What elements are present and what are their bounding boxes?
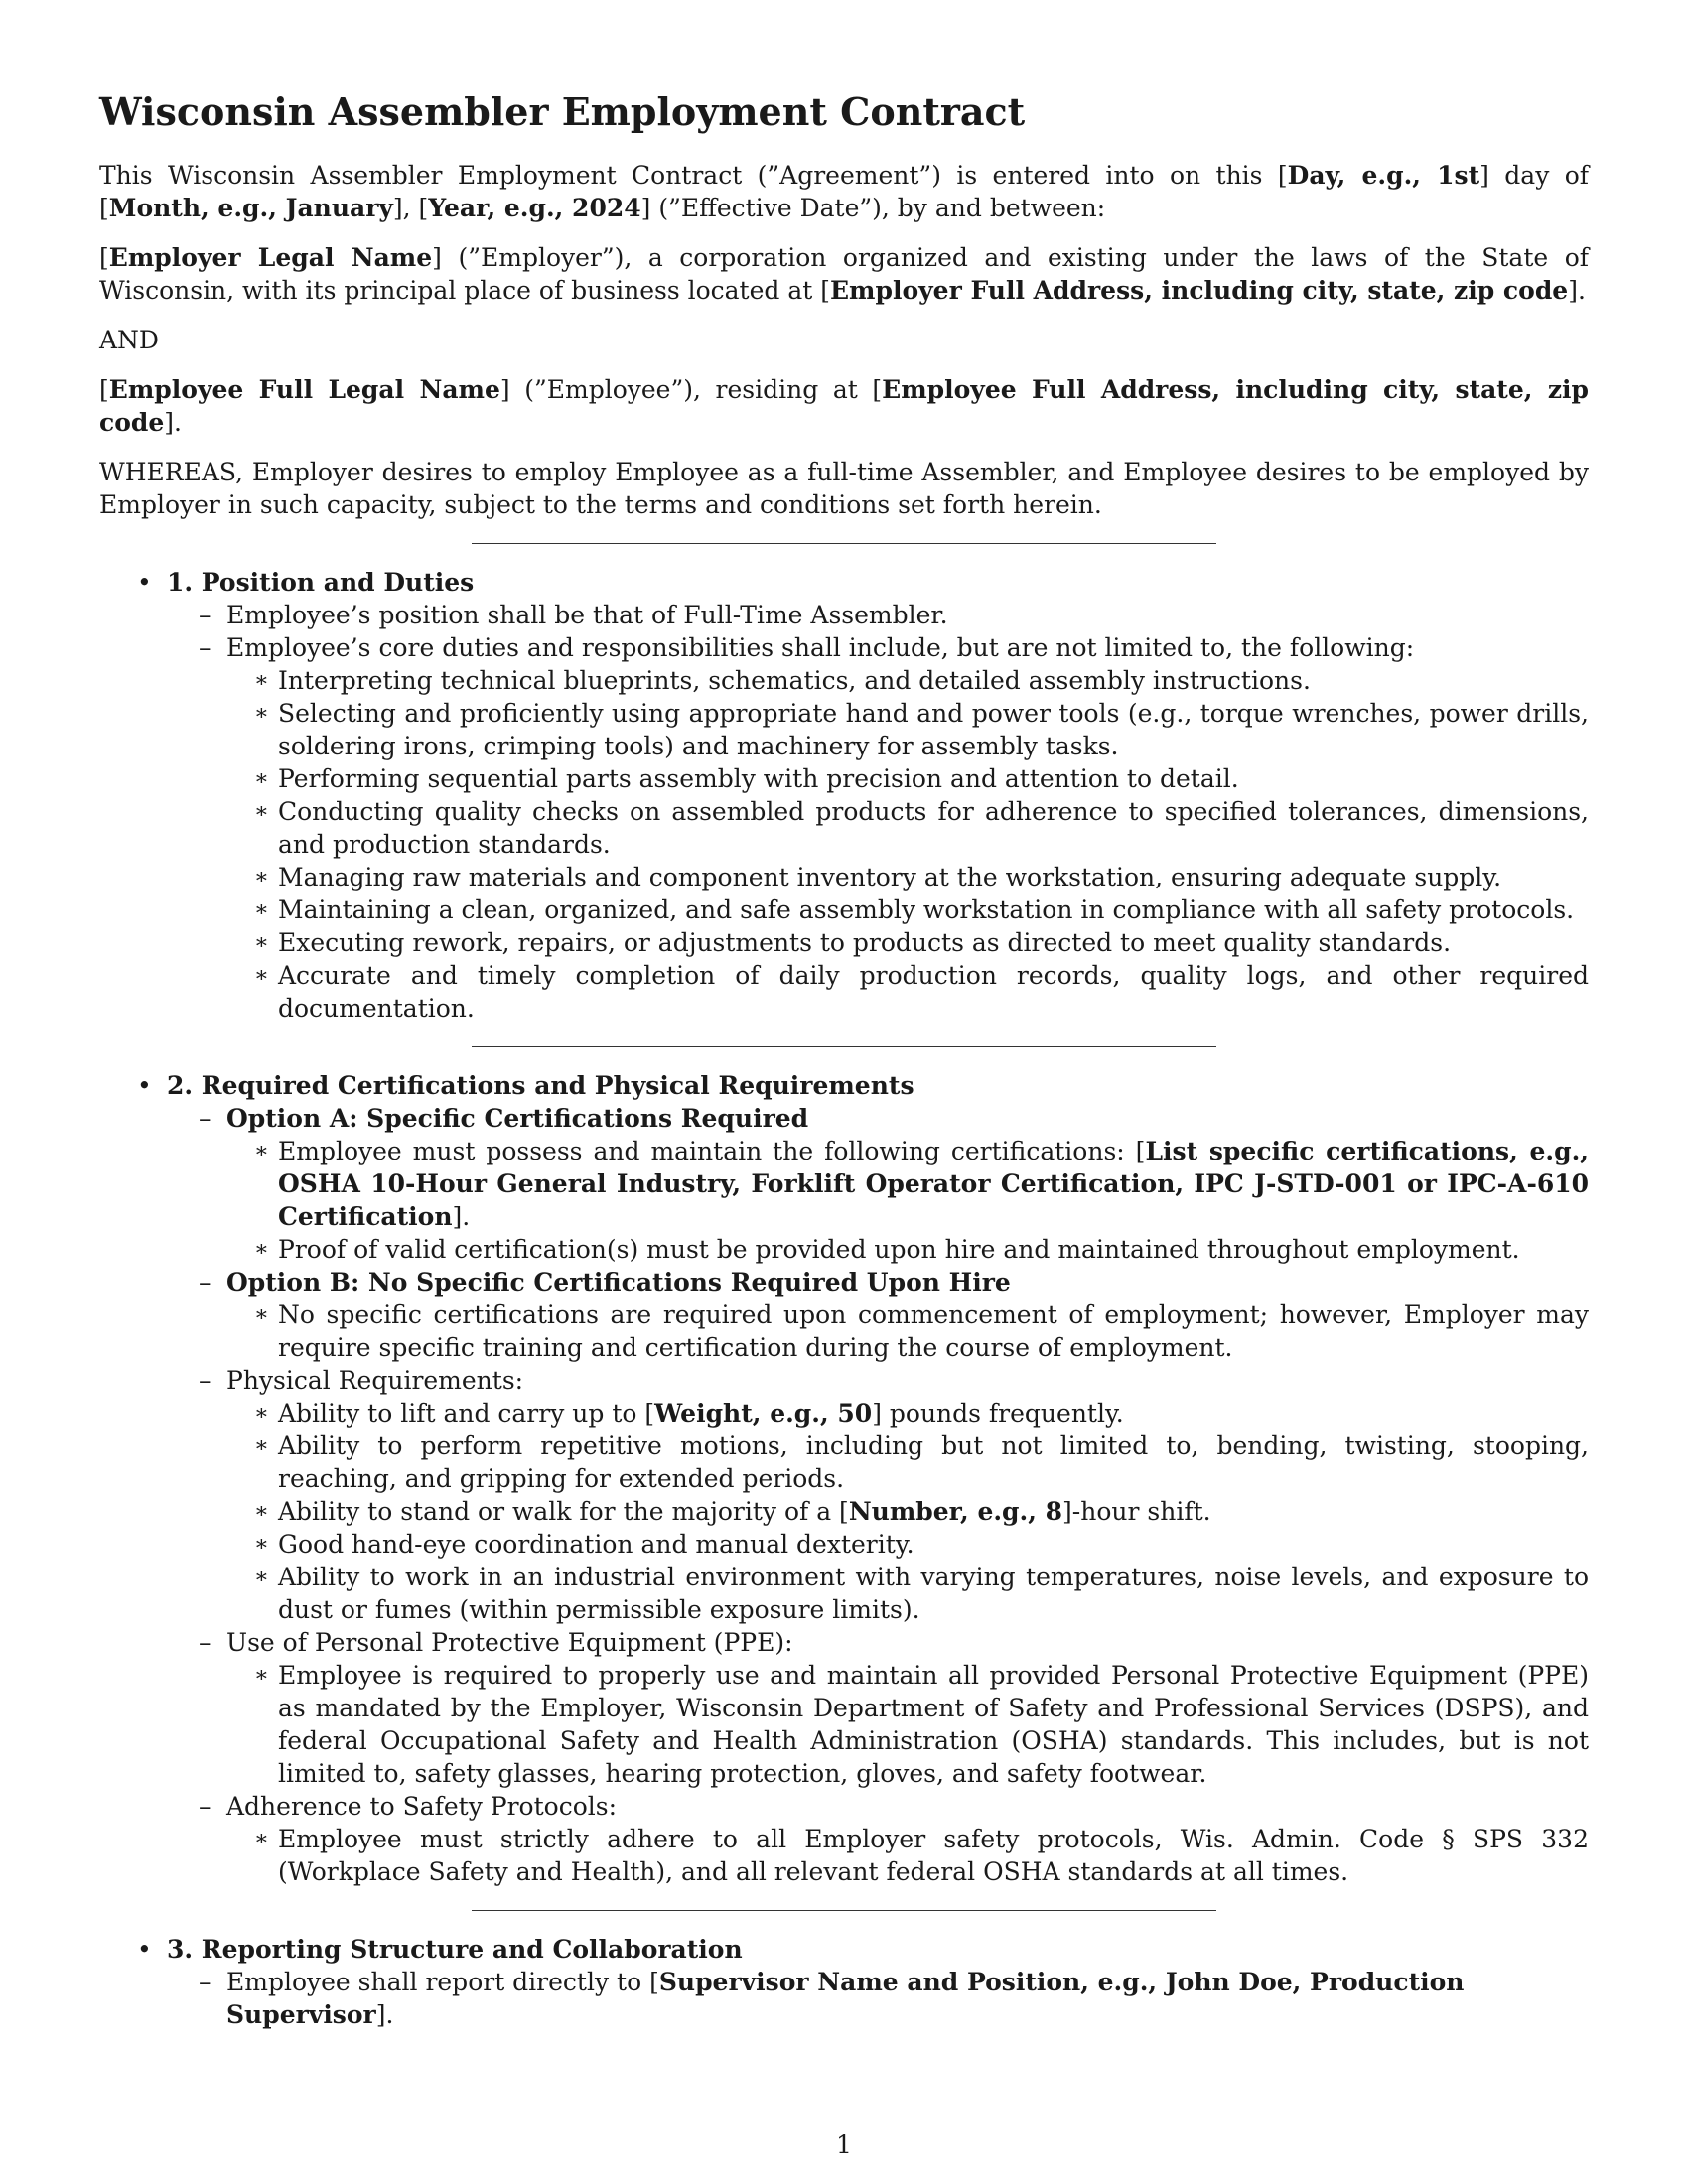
list-item: [226, 1561, 1589, 1626]
section-title: 2. Required Certifications and Physical Requirements: [167, 1071, 914, 1100]
bullet-icon: •: [137, 1935, 152, 1964]
duties-list: [226, 664, 1589, 1024]
employee-address-placeholder: Employee Full Address, including city, state, zip code: [99, 375, 1589, 437]
section-sublist: [167, 599, 1589, 1024]
list-item: [226, 1659, 1589, 1790]
dash-icon: –: [199, 601, 211, 629]
duty-item: [226, 795, 1589, 861]
section-divider: [472, 543, 1216, 544]
list-item: [226, 1823, 1589, 1888]
dexterity-text: Good hand-eye coordination and manual dexterity.: [278, 1530, 914, 1559]
option-a-item: [167, 1102, 1589, 1266]
section-title: 1. Position and Duties: [167, 568, 475, 597]
physical-requirements-item: [167, 1364, 1589, 1626]
report-text: ].: [375, 2000, 394, 2029]
star-icon: ∗: [254, 930, 269, 955]
ppe-list: [226, 1659, 1589, 1790]
lift-text: Ability to lift and carry up to [: [278, 1399, 655, 1428]
option-b-list: [226, 1298, 1589, 1364]
list-item: [167, 1966, 1589, 2031]
employer-text: ] (”Employer”), a corporation organized and existing under the laws of the State of Wisconsin, with its principal place of business located at [: [99, 243, 1589, 305]
section-position-duties: [99, 566, 1589, 1024]
star-icon: ∗: [254, 1565, 269, 1589]
hours-placeholder: Number, e.g., 8: [848, 1497, 1063, 1526]
option-a-list: [226, 1135, 1589, 1266]
star-icon: ∗: [254, 1663, 269, 1688]
list-item: [226, 1528, 1589, 1561]
option-b-title: Option B: No Specific Certifications Required Upon Hire: [226, 1268, 1011, 1297]
duty-item: [226, 664, 1589, 697]
physical-title: Physical Requirements:: [226, 1366, 524, 1395]
section-reporting-structure: [99, 1933, 1589, 2031]
duty-text: Accurate and timely completion of daily production records, quality logs, and other required documentation.: [278, 961, 1589, 1023]
duty-text: Executing rework, repairs, or adjustments to products as directed to meet quality standards.: [278, 928, 1452, 957]
star-icon: ∗: [254, 897, 269, 922]
cert-list-placeholder: List specific certifications, e.g., OSHA 10-Hour General Industry, Forklift Operator Certification, IPC J-STD-001 or IPC-A-610 Certification: [278, 1137, 1589, 1231]
employee-text: ].: [164, 408, 182, 437]
duty-item: [226, 762, 1589, 795]
supervisor-placeholder: Supervisor Name and Position, e.g., John Doe, Production Supervisor: [226, 1968, 1465, 2029]
star-icon: ∗: [254, 766, 269, 791]
dash-icon: –: [199, 1268, 211, 1297]
employee-text: [: [99, 375, 109, 404]
page-number: 1: [836, 2130, 852, 2159]
dash-icon: –: [199, 1104, 211, 1133]
bullet-icon: •: [137, 1071, 152, 1100]
cert-text: Employee must possess and maintain the following certifications: [: [278, 1137, 1146, 1165]
safety-item: [167, 1790, 1589, 1888]
dash-icon: –: [199, 633, 211, 662]
star-icon: ∗: [254, 865, 269, 889]
star-icon: ∗: [254, 1499, 269, 1524]
list-item: [226, 1495, 1589, 1528]
duty-text: Performing sequential parts assembly with precision and attention to detail.: [278, 764, 1239, 793]
star-icon: ∗: [254, 1139, 269, 1163]
duty-text: Maintaining a clean, organized, and safe assembly workstation in compliance with all safety protocols.: [278, 895, 1575, 924]
star-icon: ∗: [254, 701, 269, 726]
star-icon: ∗: [254, 799, 269, 824]
section-sublist: [167, 1966, 1589, 2031]
duties-intro-text: Employee’s core duties and responsibilities shall include, but are not limited to, the following:: [226, 633, 1415, 662]
duty-item: [226, 861, 1589, 893]
employer-name-placeholder: Employer Legal Name: [108, 243, 433, 272]
option-a-title: Option A: Specific Certifications Required: [226, 1104, 809, 1133]
safety-list: [226, 1823, 1589, 1888]
star-icon: ∗: [254, 1302, 269, 1327]
safety-text: Employee must strictly adhere to all Employer safety protocols, Wis. Admin. Code § SPS 332 (Workplace Safety and Health), and all relevant federal OSHA standards at all times.: [278, 1825, 1589, 1886]
duty-text: Selecting and proficiently using appropriate hand and power tools (e.g., torque wrenches, power drills, soldering irons, crimping tools) and machinery for assembly tasks.: [278, 699, 1589, 760]
list-item: [226, 1430, 1589, 1495]
section-title: 3. Reporting Structure and Collaboration: [167, 1935, 743, 1964]
repetitive-text: Ability to perform repetitive motions, including but not limited to, bending, twisting, stooping, reaching, and gripping for extended periods.: [278, 1432, 1589, 1493]
cert-text: ].: [452, 1202, 471, 1231]
list-item: [226, 1298, 1589, 1364]
option-b-text: No specific certifications are required upon commencement of employment; however, Employer may require specific training and certification during the course of employment.: [278, 1300, 1589, 1362]
employer-address-placeholder: Employer Full Address, including city, state, zip code: [830, 276, 1569, 305]
dash-icon: –: [199, 1968, 211, 1996]
stand-text: ]-hour shift.: [1062, 1497, 1211, 1526]
dash-icon: –: [199, 1792, 211, 1821]
ppe-title: Use of Personal Protective Equipment (PPE):: [226, 1628, 793, 1657]
ppe-item: [167, 1626, 1589, 1790]
and-paragraph: AND: [99, 326, 159, 354]
proof-text: Proof of valid certification(s) must be provided upon hire and maintained throughout employment.: [278, 1235, 1520, 1264]
dash-icon: –: [199, 1628, 211, 1657]
employee-text: ] (”Employee”), residing at [: [499, 375, 883, 404]
list-item: [167, 631, 1589, 1024]
document-title: Wisconsin Assembler Employment Contract: [99, 89, 1026, 134]
employer-text: ].: [1568, 276, 1586, 305]
list-item: [226, 1135, 1589, 1233]
employee-paragraph: [99, 373, 1589, 439]
day-placeholder: Day, e.g., 1st: [1287, 161, 1480, 190]
stand-text: Ability to stand or walk for the majority of a [: [278, 1497, 849, 1526]
lift-text: ] pounds frequently.: [872, 1399, 1124, 1428]
star-icon: ∗: [254, 1401, 269, 1426]
list-item: [226, 1397, 1589, 1430]
intro-text: ], [: [392, 194, 429, 222]
physical-list: [226, 1397, 1589, 1626]
duty-item: [226, 893, 1589, 926]
star-icon: ∗: [254, 1827, 269, 1851]
month-placeholder: Month, e.g., January: [108, 194, 393, 222]
duty-item: [226, 926, 1589, 959]
environment-text: Ability to work in an industrial environment with varying temperatures, noise levels, and exposure to dust or fumes (within permissible exposure limits).: [278, 1563, 1589, 1624]
employer-text: [: [99, 243, 109, 272]
section-divider: [472, 1910, 1216, 1911]
list-item: [226, 1233, 1589, 1266]
year-placeholder: Year, e.g., 2024: [428, 194, 641, 222]
safety-title: Adherence to Safety Protocols:: [226, 1792, 618, 1821]
list-item: [167, 599, 1589, 631]
section-sublist: [167, 1102, 1589, 1888]
section-list: [99, 566, 1589, 2031]
document-page: [99, 89, 1589, 2031]
ppe-text: Employee is required to properly use and maintain all provided Personal Protective Equipment (PPE) as mandated by the Employer, Wisconsin Department of Safety and Professional Services (DSPS), and federal Occupational Safety and Health Administration (OSHA) standards. This includes, but is not limited to, safety glasses, hearing protection, gloves, and safety footwear.: [278, 1661, 1589, 1788]
duty-item: [226, 959, 1589, 1024]
duty-item: [226, 697, 1589, 762]
section-certifications-physical: [99, 1069, 1589, 1888]
section-divider: [472, 1046, 1216, 1047]
bullet-icon: •: [137, 568, 152, 597]
report-text: Employee shall report directly to [: [226, 1968, 659, 1996]
star-icon: ∗: [254, 963, 269, 988]
duty-text: Managing raw materials and component inventory at the workstation, ensuring adequate supply.: [278, 863, 1502, 891]
intro-paragraph: [99, 159, 1589, 224]
weight-placeholder: Weight, e.g., 50: [654, 1399, 873, 1428]
intro-text: This Wisconsin Assembler Employment Contract (”Agreement”) is entered into on this [: [99, 161, 1288, 190]
whereas-paragraph: WHEREAS, Employer desires to employ Employee as a full-time Assembler, and Employee desires to be employed by Employer in such capacity, subject to the terms and conditions set forth herein.: [99, 458, 1589, 519]
star-icon: ∗: [254, 1532, 269, 1557]
position-text: Employee’s position shall be that of Full-Time Assembler.: [226, 601, 948, 629]
duty-text: Interpreting technical blueprints, schematics, and detailed assembly instructions.: [278, 666, 1311, 695]
star-icon: ∗: [254, 1237, 269, 1262]
employee-name-placeholder: Employee Full Legal Name: [108, 375, 500, 404]
intro-text: ] day of [: [99, 161, 1590, 222]
intro-text: ] (”Effective Date”), by and between:: [640, 194, 1106, 222]
employer-paragraph: [99, 241, 1589, 307]
dash-icon: –: [199, 1366, 211, 1395]
star-icon: ∗: [254, 1433, 269, 1458]
duty-text: Conducting quality checks on assembled products for adherence to specified tolerances, dimensions, and production standards.: [278, 797, 1589, 859]
option-b-item: [167, 1266, 1589, 1364]
star-icon: ∗: [254, 668, 269, 693]
